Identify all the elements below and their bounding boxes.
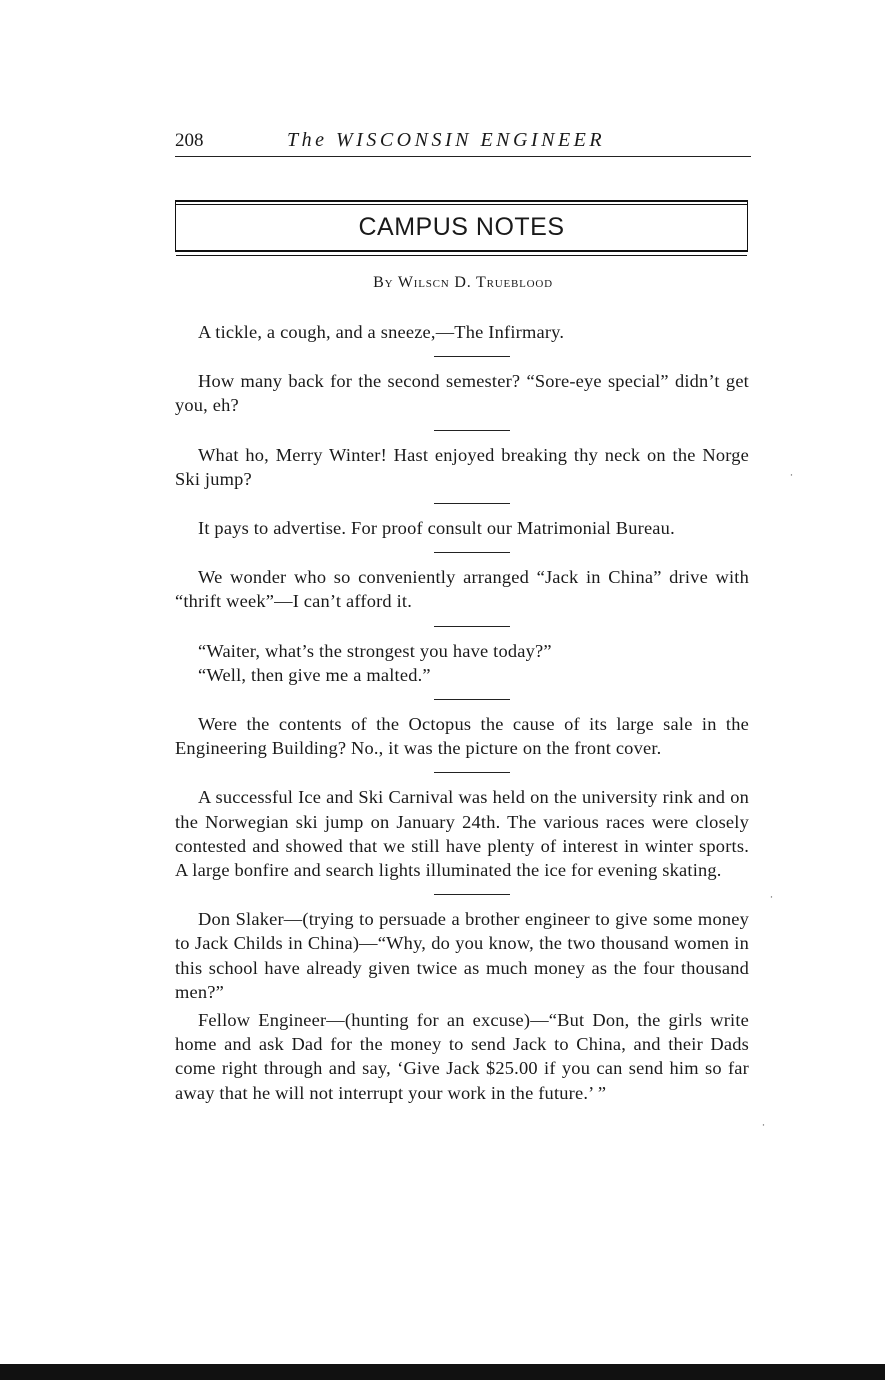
note xyxy=(175,639,749,687)
note xyxy=(175,565,749,613)
note xyxy=(175,907,749,1105)
running-head xyxy=(175,126,751,157)
scan-speck: ⸱ xyxy=(762,1119,765,1132)
note-divider xyxy=(434,772,510,773)
note-paragraph: A tickle, a cough, and a sneeze,—The Infirmary. xyxy=(198,322,565,342)
note-paragraph: “Waiter, what’s the strongest you have today?” xyxy=(198,640,552,661)
note-divider xyxy=(434,356,510,357)
note-paragraph: Don Slaker—(trying to persuade a brother engineer to give some money to Jack Childs in China)—“Why, do you know, the two thousand women in this school have already given twice as much money as the four thousand men?” xyxy=(175,909,749,1002)
note-paragraph: What ho, Merry Winter! Hast enjoyed breaking thy neck on the Norge Ski jump? xyxy=(175,444,749,489)
note-divider xyxy=(434,626,510,627)
journal-title: The WISCONSIN ENGINEER xyxy=(287,129,606,151)
note xyxy=(175,320,749,344)
scan-speck: ⸱ xyxy=(770,891,773,904)
scan-speck: ⸱ xyxy=(790,469,793,482)
note-divider xyxy=(434,430,510,431)
scan-edge-bar xyxy=(0,1364,885,1380)
note xyxy=(175,712,749,760)
note xyxy=(175,369,749,417)
note-paragraph: Were the contents of the Octopus the cause of its large sale in the Engineering Building? No., it was the picture on the front cover. xyxy=(175,714,749,759)
note-paragraph: “Well, then give me a malted.” xyxy=(198,664,431,685)
note-paragraph: We wonder who so conveniently arranged “Jack in China” drive with “thrift week”—I can’t afford it. xyxy=(175,567,749,612)
note-paragraph: A successful Ice and Ski Carnival was held on the university rink and on the Norwegian ski jump on January 24th. The various races were closely contested and showed that we still have plenty of interest in winter sports. A large bonfire and search lights illuminated the ice for evening skating. xyxy=(175,787,749,881)
section-title-box xyxy=(175,200,748,252)
note xyxy=(175,785,749,882)
notes-column xyxy=(175,320,749,1105)
note-paragraph: It pays to advertise. For proof consult our Matrimonial Bureau. xyxy=(198,518,675,539)
note xyxy=(175,516,749,540)
byline: By Wilscn D. Trueblood xyxy=(373,274,553,291)
note-divider xyxy=(434,894,510,895)
note-divider xyxy=(434,552,510,553)
note-divider xyxy=(434,503,510,504)
section-title: CAMPUS NOTES xyxy=(358,213,565,241)
note xyxy=(175,443,749,491)
page-number: 208 xyxy=(175,130,204,151)
note-paragraph: Fellow Engineer—(hunting for an excuse)—“But Don, the girls write home and ask Dad for the money to send Jack to China, and their Dads come right through and say, ‘Give Jack $25.00 if you can send him so far away that he will not interrupt your work in the future.’ ” xyxy=(175,1010,749,1103)
note-paragraph: How many back for the second semester? “Sore-eye special” didn’t get you, eh? xyxy=(175,371,749,416)
note-divider xyxy=(434,699,510,700)
